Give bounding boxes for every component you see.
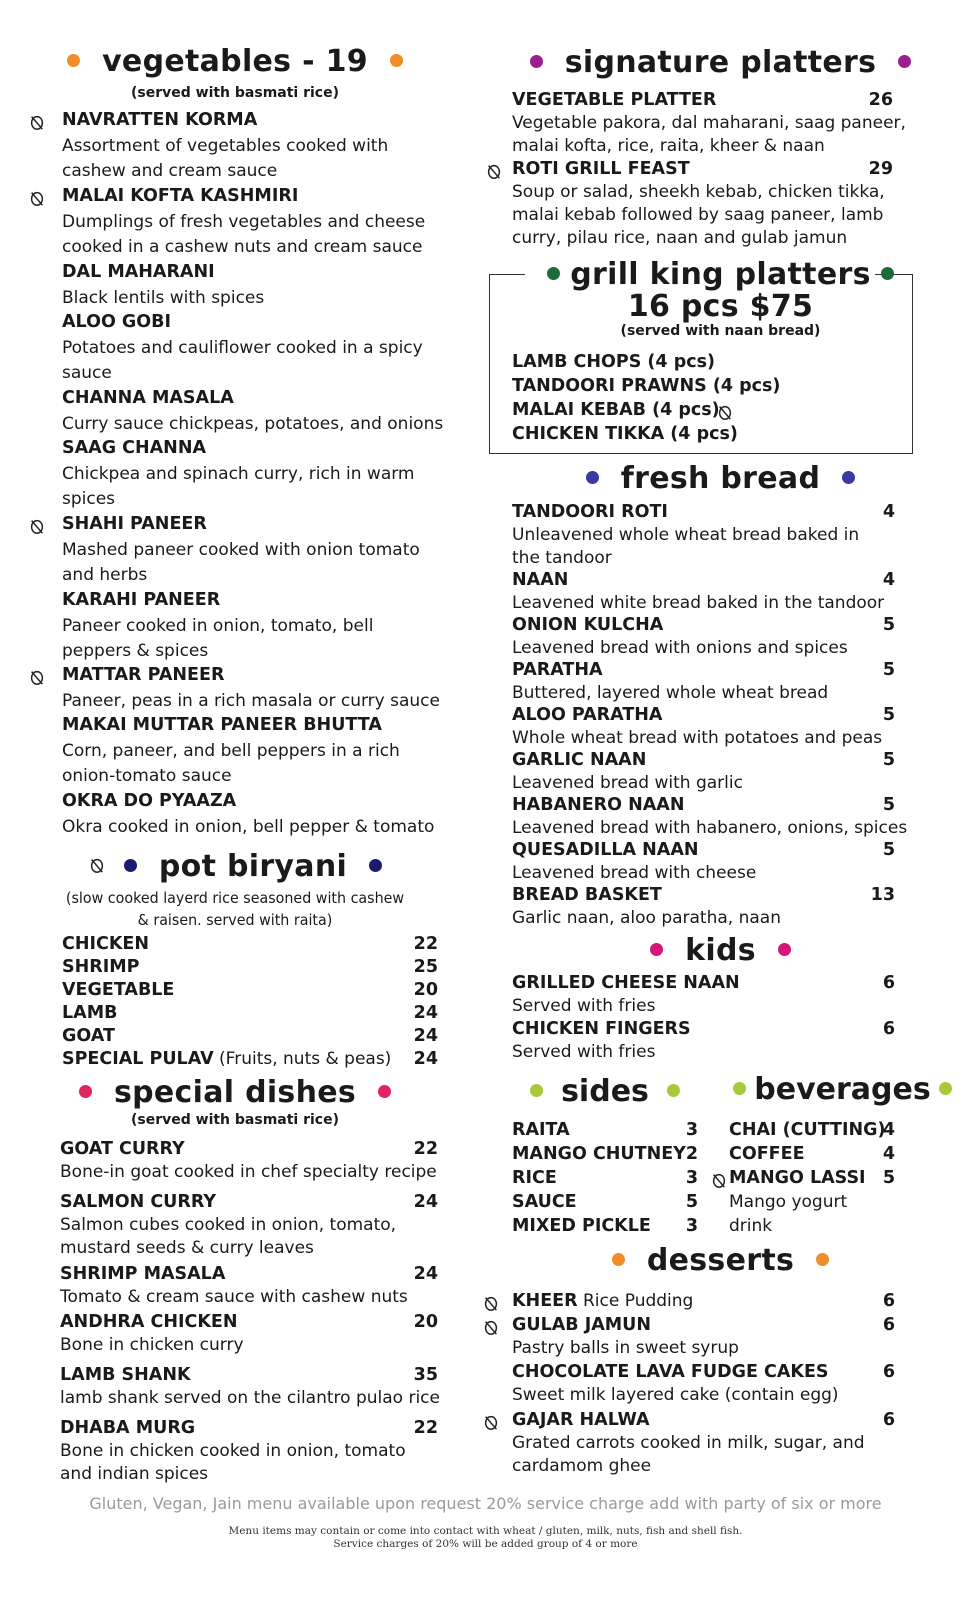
menu-item-description: Served with fries (512, 996, 656, 1016)
menu-item-name: SHRIMP MASALA (60, 1264, 226, 1284)
lime-dot-icon (939, 1082, 952, 1095)
menu-item-description: Salmon cubes cooked in onion, tomato, mustard seeds & curry leaves (60, 1215, 397, 1258)
menu-item-price: 5 (882, 1168, 895, 1188)
desserts-heading (470, 1243, 971, 1278)
menu-item-price: 22 (413, 1418, 438, 1438)
menu-item-description: Paneer cooked in onion, tomato, bell peppers & spices (62, 616, 374, 661)
menu-item-name: CHICKEN TIKKA (4 pcs) (512, 424, 738, 444)
menu-item-price: 26 (868, 90, 893, 110)
menu-item-price: 22 (413, 1139, 438, 1159)
menu-item-name: ROTI GRILL FEAST (512, 159, 690, 179)
pink-dot-icon (778, 943, 791, 956)
vegetables-title: vegetables - 19 (102, 44, 368, 79)
menu-item-price: 3 (685, 1216, 698, 1236)
menu-item-price: 6 (882, 1291, 895, 1311)
menu-item-description: Paneer, peas in a rich masala or curry sauce (62, 691, 440, 711)
menu-item-price: 20 (413, 1312, 438, 1332)
menu-item-description: Okra cooked in onion, bell pepper & tomato (62, 817, 435, 837)
menu-item-name: SHAHI PANEER (62, 514, 207, 534)
menu-item-name: MANGO LASSI (729, 1168, 866, 1188)
menu-item-name: MATTAR PANEER (62, 665, 225, 685)
menu-item-price: 5 (882, 750, 895, 770)
sides-heading (500, 1074, 710, 1109)
menu-item-name-text: GOAT (62, 1026, 115, 1046)
menu-item-description: Sweet milk layered cake (contain egg) (512, 1385, 839, 1405)
lime-dot-icon (667, 1084, 680, 1097)
vegetables-heading (0, 44, 470, 79)
vegan-leaf-icon (28, 668, 46, 686)
footer-disclaimer-line1: Menu items may contain or come into contact with wheat / gluten, milk, nuts, fish and shell fish. (228, 1525, 743, 1537)
vegan-leaf-icon (28, 189, 46, 207)
menu-item-description: Tomato & cream sauce with cashew nuts (60, 1287, 408, 1307)
orange-dot-icon (390, 54, 403, 67)
navy-dot-icon (369, 859, 382, 872)
footer-disclaimer-line2: Service charges of 20% will be added group of 4 or more (333, 1538, 638, 1550)
menu-item-description: Corn, paneer, and bell peppers in a rich onion-tomato sauce (62, 741, 400, 786)
menu-item-price: 6 (882, 1410, 895, 1430)
menu-item-name (62, 957, 139, 977)
menu-item-name-text: SHRIMP (62, 957, 140, 977)
sides-title: sides (561, 1074, 649, 1109)
menu-item-price: 5 (882, 840, 895, 860)
menu-item-description: Leavened bread with cheese (512, 863, 757, 883)
vegan-leaf-icon (28, 113, 46, 131)
menu-item-description: Leavened bread with onions and spices (512, 638, 848, 658)
menu-item-name (62, 1003, 117, 1023)
menu-item-price: 5 (882, 795, 895, 815)
vegetables-subtitle: (served with basmati rice) (130, 85, 339, 101)
menu-item-name: OKRA DO PYAAZA (62, 791, 237, 811)
menu-item-name-text: LAMB (62, 1003, 118, 1023)
menu-item-description: drink (729, 1216, 773, 1236)
menu-item-price: 24 (413, 1192, 438, 1212)
menu-item-description: Bone in chicken cooked in onion, tomato and indian spices (60, 1441, 406, 1484)
grill-subtitle: (served with naan bread) (620, 323, 821, 339)
kids-heading (470, 933, 971, 968)
menu-item-name: CHAI (CUTTING) (729, 1120, 886, 1140)
green-dot-icon (547, 267, 560, 280)
menu-item-name (62, 980, 174, 1000)
vegan-leaf-icon (485, 162, 503, 180)
menu-item-name: GARLIC NAAN (512, 750, 647, 770)
biryani-subtitle-line2: & raisen. served with raita) (137, 911, 333, 929)
menu-item-description: Black lentils with spices (62, 288, 265, 308)
menu-item-name: CHICKEN FINGERS (512, 1019, 691, 1039)
menu-item-description: Potatoes and cauliflower cooked in a spicy sauce (62, 338, 423, 383)
menu-item-name (512, 1410, 650, 1430)
menu-item-price: 24 (413, 1003, 438, 1023)
menu-item-description: Mango yogurt (729, 1192, 848, 1212)
desserts-title: desserts (646, 1243, 795, 1278)
menu-item-name: MALAI KEBAB (4 pcs) (512, 400, 720, 420)
menu-item-price: 4 (882, 1144, 895, 1164)
signature-title: signature platters (564, 45, 877, 80)
menu-item-description: Vegetable pakora, dal maharani, saag paneer, malai kofta, rice, raita, kheer & naan (512, 113, 906, 156)
menu-item-name-text: GULAB JAMUN (512, 1315, 652, 1335)
menu-item-name-text: SPECIAL PULAV (62, 1049, 214, 1069)
bread-heading (470, 461, 971, 496)
menu-item-name: GRILLED CHEESE NAAN (512, 973, 740, 993)
menu-item-name: LAMB CHOPS (4 pcs) (512, 352, 716, 372)
navy-dot-icon (124, 859, 137, 872)
menu-item-description: Chickpea and spinach curry, rich in warm spices (62, 464, 415, 509)
vegan-leaf-icon (482, 1318, 500, 1336)
special-title: special dishes (113, 1075, 357, 1110)
menu-item-description: Served with fries (512, 1042, 656, 1062)
menu-item-name: TANDOORI PRAWNS (4 pcs) (512, 376, 781, 396)
menu-item-description: Garlic naan, aloo paratha, naan (512, 908, 781, 928)
menu-item-price: 3 (685, 1120, 698, 1140)
menu-item-name-text: CHOCOLATE LAVA FUDGE CAKES (512, 1362, 829, 1382)
menu-item-name-text: KHEER (512, 1291, 578, 1311)
menu-item-name-text: VEGETABLE (62, 980, 175, 1000)
vegan-leaf-icon (710, 1171, 728, 1189)
red-dot-icon (79, 1085, 92, 1098)
special-subtitle: (served with basmati rice) (130, 1112, 339, 1128)
menu-item-name: NAAN (512, 570, 569, 590)
menu-item-name: ALOO PARATHA (512, 705, 663, 725)
menu-item-price: 25 (413, 957, 438, 977)
menu-item-description: Bone-in goat cooked in chef specialty recipe (60, 1162, 437, 1182)
menu-item-name: NAVRATTEN KORMA (62, 110, 258, 130)
menu-item-name: SAUCE (512, 1192, 577, 1212)
lime-dot-icon (530, 1084, 543, 1097)
menu-item-name: DHABA MURG (60, 1418, 196, 1438)
menu-item-description: Leavened white bread baked in the tandoor (512, 593, 885, 613)
menu-item-description: Grated carrots cooked in milk, sugar, and cardamom ghee (512, 1433, 865, 1476)
menu-item-name: MALAI KOFTA KASHMIRI (62, 186, 299, 206)
orange-dot-icon (612, 1253, 625, 1266)
biryani-title: pot biryani (158, 849, 348, 884)
grill-price: 16 pcs $75 (627, 289, 814, 324)
menu-item-name (512, 1291, 693, 1311)
menu-item-price: 6 (882, 973, 895, 993)
menu-item-name: GOAT CURRY (60, 1139, 185, 1159)
lime-dot-icon (733, 1082, 746, 1095)
menu-item-description: lamb shank served on the cilantro pulao rice (60, 1388, 440, 1408)
footer-note: Gluten, Vegan, Jain menu available upon request 20% service charge add with party of six or more (89, 1494, 882, 1513)
menu-item-description: Bone in chicken curry (60, 1335, 244, 1355)
menu-item-description: Leavened bread with habanero, onions, spices (512, 818, 908, 838)
menu-item-price: 5 (882, 705, 895, 725)
menu-item-description: Pastry balls in sweet syrup (512, 1338, 739, 1358)
menu-item-price: 13 (870, 885, 895, 905)
menu-item-name: TANDOORI ROTI (512, 502, 668, 522)
menu-item-name: COFFEE (729, 1144, 805, 1164)
vegan-leaf-icon (88, 856, 106, 874)
grill-heading (470, 257, 971, 292)
menu-item-name (62, 1026, 115, 1046)
biryani-heading (0, 849, 470, 884)
vegan-leaf-icon (716, 403, 734, 421)
pink-dot-icon (650, 943, 663, 956)
menu-item-name: QUESADILLA NAAN (512, 840, 699, 860)
beverages-heading (714, 1072, 971, 1107)
orange-dot-icon (816, 1253, 829, 1266)
menu-item-description: Unleavened whole wheat bread baked in the tandoor (512, 525, 860, 568)
menu-item-price: 24 (413, 1264, 438, 1284)
menu-item-name: SALMON CURRY (60, 1192, 217, 1212)
signature-heading (470, 45, 971, 80)
menu-item-price: 4 (882, 502, 895, 522)
menu-item-name: KARAHI PANEER (62, 590, 221, 610)
menu-item-description: Assortment of vegetables cooked with cashew and cream sauce (62, 136, 389, 181)
menu-item-name (62, 1049, 391, 1069)
menu-item-name: CHANNA MASALA (62, 388, 234, 408)
menu-item-name: RICE (512, 1168, 557, 1188)
menu-item-price: 5 (882, 660, 895, 680)
menu-item-price: 4 (882, 1120, 895, 1140)
menu-item-description: Mashed paneer cooked with onion tomato and herbs (62, 540, 420, 585)
menu-item-price: 6 (882, 1362, 895, 1382)
menu-item-price: 5 (685, 1192, 698, 1212)
menu-item-name: DAL MAHARANI (62, 262, 215, 282)
red-dot-icon (378, 1085, 391, 1098)
vegan-leaf-icon (482, 1294, 500, 1312)
navy-dot-icon (586, 471, 599, 484)
menu-item-price: 20 (413, 980, 438, 1000)
menu-item-description: Whole wheat bread with potatoes and peas (512, 728, 883, 748)
bread-title: fresh bread (620, 461, 821, 496)
purple-dot-icon (898, 55, 911, 68)
menu-item-name: RAITA (512, 1120, 570, 1140)
menu-item-name (512, 1315, 651, 1335)
menu-item-price: 29 (868, 159, 893, 179)
special-heading (0, 1075, 470, 1110)
menu-item-name: SAAG CHANNA (62, 438, 207, 458)
menu-item-name: BREAD BASKET (512, 885, 662, 905)
menu-item-name: MIXED PICKLE (512, 1216, 651, 1236)
menu-item-price: 6 (882, 1019, 895, 1039)
menu-item-price: 2 (685, 1144, 698, 1164)
menu-item-description: Soup or salad, sheekh kebab, chicken tikka, malai kebab followed by saag paneer, lamb curry, pilau rice, naan and gulab jamun (512, 182, 885, 248)
menu-item-name: HABANERO NAAN (512, 795, 685, 815)
footer-disclaimer (0, 1525, 971, 1551)
beverages-title: beverages (754, 1072, 931, 1107)
menu-item-name (512, 1362, 829, 1382)
kids-title: kids (685, 933, 756, 968)
menu-item-name: PARATHA (512, 660, 603, 680)
menu-item-name: ONION KULCHA (512, 615, 664, 635)
menu-item-name: ANDHRA CHICKEN (60, 1312, 238, 1332)
biryani-subtitle-line1: (slow cooked layerd rice seasoned with cashew (65, 889, 405, 907)
menu-item-price: 35 (413, 1365, 438, 1385)
menu-item-name: ALOO GOBI (62, 312, 172, 332)
purple-dot-icon (530, 55, 543, 68)
menu-item-name: MANGO CHUTNEY (512, 1144, 686, 1164)
menu-item-name: VEGETABLE PLATTER (512, 90, 717, 110)
navy-dot-icon (842, 471, 855, 484)
menu-item-price: 24 (413, 1049, 438, 1069)
menu-item-name: MAKAI MUTTAR PANEER BHUTTA (62, 715, 382, 735)
menu-item-price: 5 (882, 615, 895, 635)
menu-item-note: Rice Pudding (577, 1291, 694, 1311)
menu-item-name-text: GAJAR HALWA (512, 1410, 650, 1430)
menu-item-description: Dumplings of fresh vegetables and cheese cooked in a cashew nuts and cream sauce (62, 212, 426, 257)
menu-item-description: Buttered, layered whole wheat bread (512, 683, 829, 703)
menu-item-note: (Fruits, nuts & peas) (213, 1049, 392, 1069)
menu-item-name: LAMB SHANK (60, 1365, 191, 1385)
menu-item-name (62, 934, 149, 954)
biryani-subtitle (19, 887, 451, 931)
menu-item-description: Leavened bread with garlic (512, 773, 743, 793)
orange-dot-icon (67, 54, 80, 67)
green-dot-icon (881, 267, 894, 280)
menu-item-price: 22 (413, 934, 438, 954)
menu-item-description: Curry sauce chickpeas, potatoes, and onions (62, 414, 444, 434)
menu-item-price: 4 (882, 570, 895, 590)
menu-item-price: 24 (413, 1026, 438, 1046)
menu-item-price: 3 (685, 1168, 698, 1188)
grill-title: grill king platters (570, 257, 871, 292)
vegan-leaf-icon (28, 517, 46, 535)
menu-item-price: 6 (882, 1315, 895, 1335)
menu-item-name-text: CHICKEN (62, 934, 150, 954)
vegan-leaf-icon (482, 1413, 500, 1431)
